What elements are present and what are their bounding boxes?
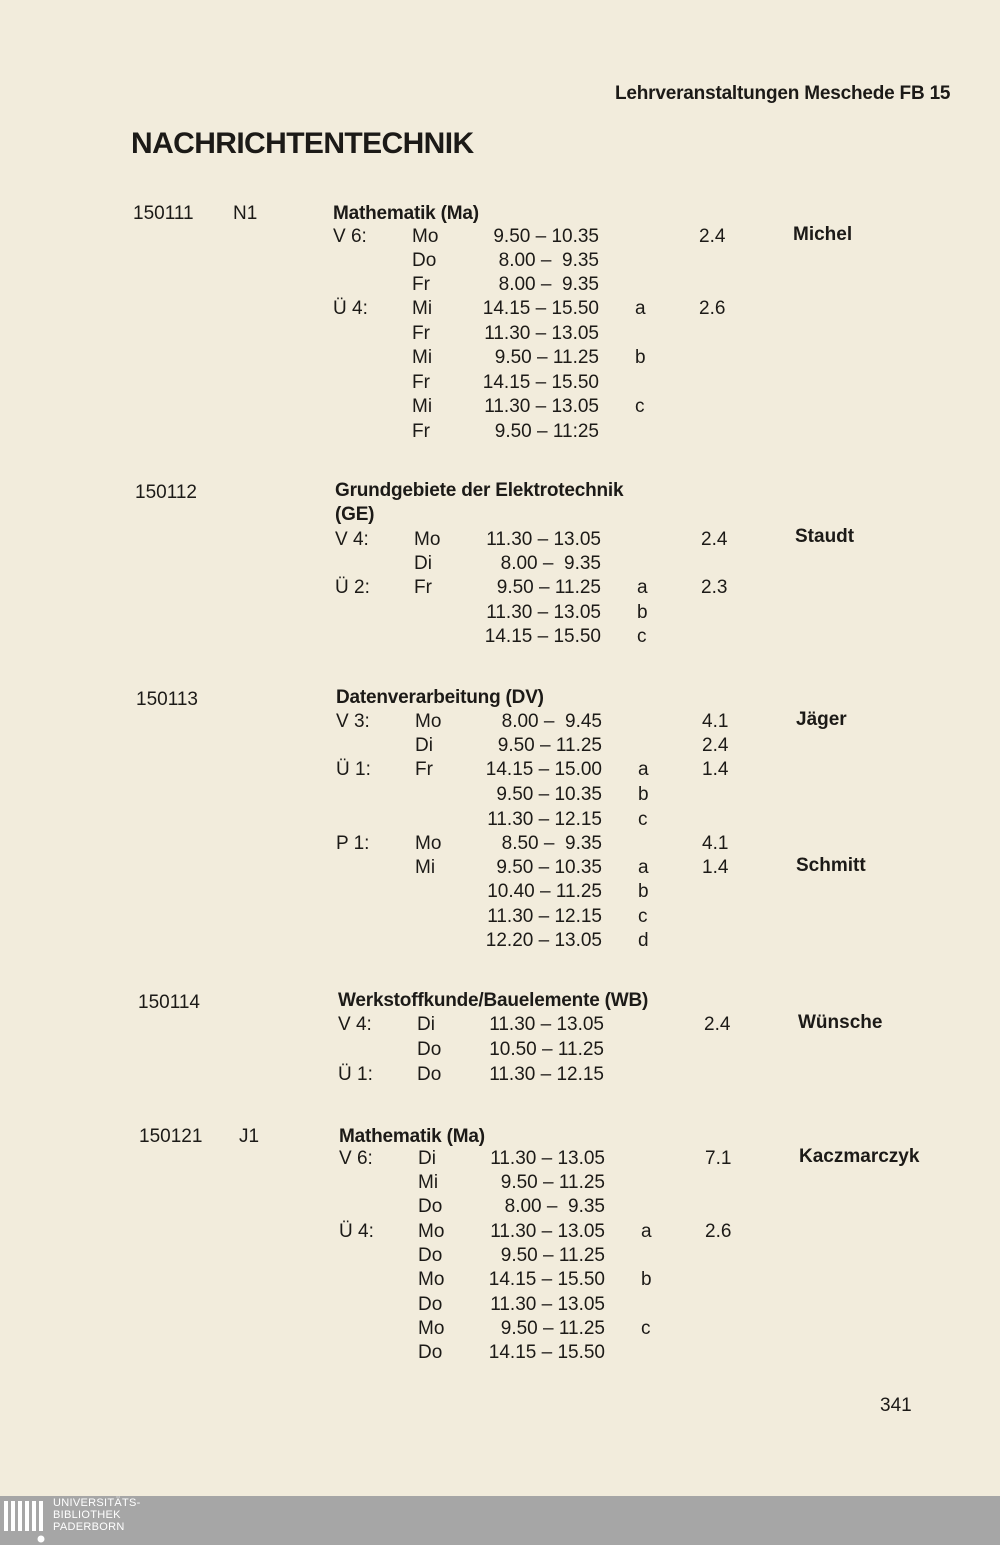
schedule-row: Fr 9.50 – 11:25 <box>412 421 599 442</box>
schedule-row: Di 9.50 – 11.25 2.4 <box>415 735 729 756</box>
schedule-row: 10.40 – 11.25 b <box>487 881 649 902</box>
schedule-row: Mi 11.30 – 13.05 c <box>412 396 645 417</box>
schedule-row: V 6: Di 11.30 – 13.05 7.1 <box>339 1148 732 1169</box>
schedule-row: 11.30 – 12.15 c <box>487 809 648 830</box>
page-title: NACHRICHTENTECHNIK <box>131 127 474 160</box>
schedule-row: 11.30 – 12.15 c <box>487 906 648 927</box>
schedule-row: V 4: Di 11.30 – 13.05 2.4 <box>338 1014 731 1035</box>
course-number: 150113 <box>136 689 198 710</box>
schedule-row: V 4: Mo 11.30 – 13.05 2.4 <box>335 529 728 550</box>
course-group: J1 <box>239 1126 260 1147</box>
lecturer: Michel <box>793 224 853 245</box>
schedule-row: Do 10.50 – 11.25 <box>417 1039 604 1060</box>
schedule-row: Ü 2: Fr 9.50 – 11.25 a 2.3 <box>335 577 728 598</box>
course-number: 150114 <box>138 992 200 1013</box>
schedule-row: P 1: Mo 8.50 – 9.35 4.1 <box>336 833 729 854</box>
schedule-row: Mi 9.50 – 11.25 b <box>412 347 646 368</box>
schedule-row: Mo 14.15 – 15.50 b <box>418 1269 652 1290</box>
schedule-row: 12.20 – 13.05 d <box>485 930 649 951</box>
course-title: Mathematik (Ma) <box>339 1126 485 1147</box>
schedule-row: 9.50 – 10.35 b <box>496 784 649 805</box>
course-number: 150111 <box>133 203 194 224</box>
schedule-row: Do 8.00 – 9.35 <box>412 250 599 271</box>
schedule-row: Ü 1: Do 11.30 – 12.15 <box>338 1064 604 1085</box>
lecturer: Wünsche <box>798 1012 883 1033</box>
schedule-row: Di 8.00 – 9.35 <box>414 553 601 574</box>
course-title: Datenverarbeitung (DV) <box>336 687 544 708</box>
schedule-row: V 6: Mo 9.50 – 10.35 2.4 <box>333 226 726 247</box>
library-name <box>53 1497 141 1533</box>
library-name-line: UNIVERSITÄTS- <box>53 1497 141 1509</box>
schedule-row: Ü 1: Fr 14.15 – 15.00 a 1.4 <box>336 759 729 780</box>
lecturer-secondary: Schmitt <box>796 855 866 876</box>
course-title: Grundgebiete der Elektrotechnik (GE) <box>335 480 624 525</box>
schedule-row: 14.15 – 15.50 c <box>484 626 647 647</box>
schedule-row: Do 11.30 – 13.05 <box>418 1294 605 1315</box>
lecturer: Staudt <box>795 526 855 547</box>
schedule-row: Fr 8.00 – 9.35 <box>412 274 599 295</box>
schedule-row: Mi 9.50 – 10.35 a 1.4 <box>415 857 729 878</box>
page-number: 341 <box>880 1395 912 1416</box>
course-title: Mathematik (Ma) <box>333 203 479 224</box>
schedule-row: Do 9.50 – 11.25 <box>418 1245 605 1266</box>
schedule-row: Fr 11.30 – 13.05 <box>412 323 599 344</box>
schedule-row: Mo 9.50 – 11.25 c <box>418 1318 651 1339</box>
library-footer <box>0 1496 1000 1545</box>
lecturer: Kaczmarczyk <box>799 1146 920 1167</box>
library-name-line: PADERBORN <box>53 1521 125 1533</box>
course-number: 150121 <box>139 1126 203 1147</box>
schedule-row: Fr 14.15 – 15.50 <box>412 372 599 393</box>
lecturer: Jäger <box>796 709 847 730</box>
course-number: 150112 <box>135 482 197 503</box>
schedule-row: Mi 9.50 – 11.25 <box>418 1172 605 1193</box>
running-header: Lehrveranstaltungen Meschede FB 15 <box>615 83 951 104</box>
schedule-row: V 3: Mo 8.00 – 9.45 4.1 <box>336 711 729 732</box>
course-title: Werkstoffkunde/Bauelemente (WB) <box>338 990 649 1011</box>
library-name-line: BIBLIOTHEK <box>53 1509 121 1521</box>
university-library-logo-icon <box>4 1499 46 1543</box>
schedule-row: Do 8.00 – 9.35 <box>418 1196 605 1217</box>
schedule-row: Ü 4: Mo 11.30 – 13.05 a 2.6 <box>339 1221 732 1242</box>
schedule-row: Ü 4: Mi 14.15 – 15.50 a 2.6 <box>333 298 726 319</box>
schedule-row: Do 14.15 – 15.50 <box>418 1342 605 1363</box>
course-group: N1 <box>233 203 258 224</box>
schedule-row: 11.30 – 13.05 b <box>486 602 648 623</box>
